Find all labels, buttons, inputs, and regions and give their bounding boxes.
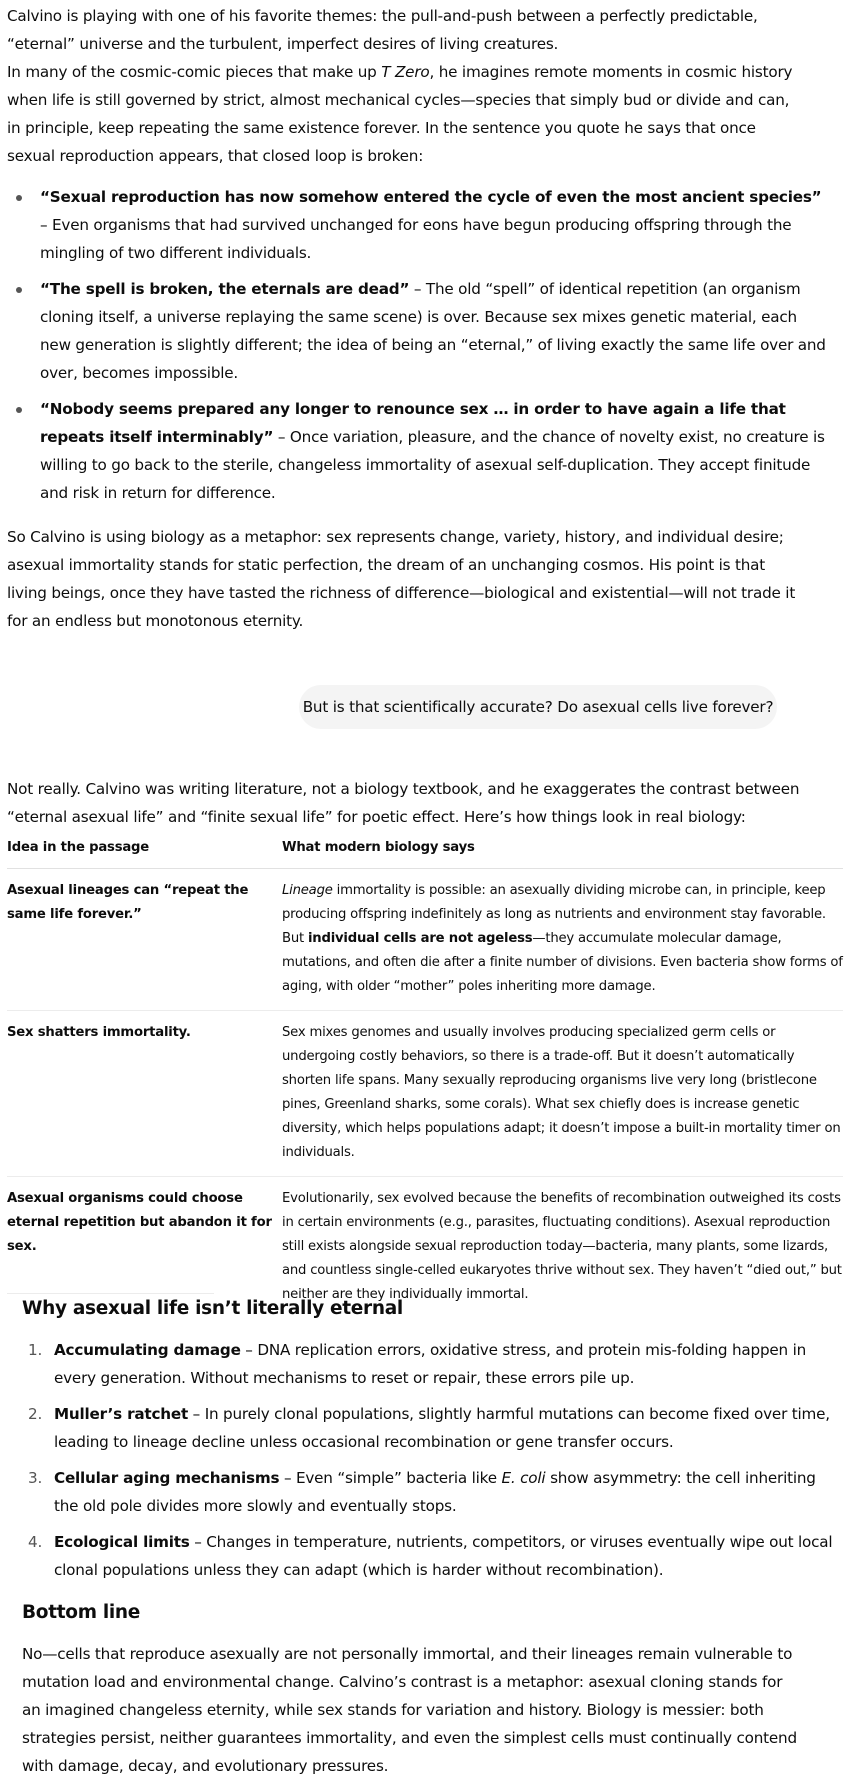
biology-text: —they accumulate molecular damage, mutations, and often die after a finite number of divisions. Even bacteria show forms of aging, with older “mother” poles inheriting more damage.: [282, 931, 843, 994]
section-heading-bottom-line: Bottom line: [22, 1602, 141, 1623]
reason-title: Ecological limits: [54, 1533, 190, 1551]
reason-item: [28, 1400, 844, 1456]
reason-text: – Changes in temperature, nutrients, competitors, or viruses eventually wipe out local clonal populations unless they can adapt (which is harder without recombination).: [54, 1533, 833, 1579]
emphasis-not-ageless: individual cells are not ageless: [307, 931, 533, 946]
biology-cell: Sex mixes genomes and usually involves producing specialized germ cells or undergoing costly behaviors, so there is a trade-off. But it doesn’t automatically shorten life spans. Many sexually reproducing organisms live very long (bristlecone pines, Greenland sharks, some corals). What sex chiefly does is increase genetic diversity, which helps populations adapt; it doesn’t impose a built-in mortality timer on individuals.: [282, 1011, 843, 1177]
quote-bullet-item: [40, 395, 830, 507]
comparison-table: [7, 830, 843, 1318]
quote-bullet-list: [0, 183, 830, 515]
reasons-list: [0, 1336, 844, 1592]
species-name-e-coli: E. coli: [501, 1469, 546, 1487]
summary-paragraph: So Calvino is using biology as a metaphor: sex represents change, variety, history, and individual desire; asexual immortality stands for static perfection, the dream of an unchanging cosmos. His point is that living beings, once they have tasted the richness of difference—biological and existential—will not trade it for an endless but monotonous eternity.: [7, 528, 796, 630]
reason-title: Cellular aging mechanisms: [54, 1469, 280, 1487]
answer-intro-paragraph: Not really. Calvino was writing literature, not a biology textbook, and he exaggerates the contrast between “eternal asexual life” and “finite sexual life” for poetic effect. Here’s how things look in real biology:: [7, 780, 800, 826]
quote-text: “The spell is broken, the eternals are dead”: [40, 280, 410, 298]
reason-title: Muller’s ratchet: [54, 1405, 189, 1423]
table-row: [7, 1011, 843, 1177]
reason-text: show asymmetry: the cell inheriting the old pole divides more slowly and eventually stops.: [54, 1469, 816, 1515]
biology-cell: Evolutionarily, sex evolved because the benefits of recombination outweighed its costs in certain environments (e.g., parasites, fluctuating conditions). Asexual reproduction still exists alongside sexual reproduction today—bacteria, many plants, some lizards, and countless single-celled eukaryotes thrive without sex. They haven’t “died out,” but neither are they individually immortal.: [282, 1191, 842, 1302]
quote-text: “Nobody seems prepared any longer to renounce sex … in order to have again a life that repeats itself interminably”: [40, 400, 786, 446]
reason-number: 2.: [28, 1405, 43, 1423]
biology-cell: [282, 869, 843, 1011]
table-bottom-divider: [7, 1293, 214, 1294]
table-row: [7, 1177, 843, 1319]
bullet-dot-icon: [16, 287, 22, 293]
reason-text: – Even “simple” bacteria like: [279, 1469, 502, 1487]
bottom-line-paragraph: No—cells that reproduce asexually are not personally immortal, and their lineages remain vulnerable to mutation load and environmental change. Calvino’s contrast is a metaphor: asexual cloning stands for an imagined changeless eternity, while sex stands for variation and history. Biology is messier: both strategies persist, neither guarantees immortality, and even the simplest cells must continually contend with damage, decay, and evolutionary pressures.: [22, 1645, 797, 1775]
reason-text: – In purely clonal populations, slightly harmful mutations can become fixed over time, leading to lineage decline unless occasional recombination or gene transfer occurs.: [54, 1405, 830, 1451]
intro-p2-before: In many of the cosmic-comic pieces that make up: [7, 63, 382, 81]
bullet-dot-icon: [16, 195, 22, 201]
quote-explanation: – Once variation, pleasure, and the chance of novelty exist, no creature is willing to go back to the sterile, changeless immortality of asexual self-duplication. They accept finitude and risk in return for difference.: [40, 428, 825, 502]
reason-text: – DNA replication errors, oxidative stress, and protein mis-folding happen in every generation. Without mechanisms to reset or repair, these errors pile up.: [54, 1341, 807, 1387]
reason-number: 3.: [28, 1469, 43, 1487]
bullet-dot-icon: [16, 407, 22, 413]
reason-number: 4.: [28, 1533, 43, 1551]
user-message-bubble: [299, 685, 777, 729]
idea-cell: Asexual lineages can “repeat the same life forever.”: [7, 869, 282, 1011]
table-header-row: [7, 830, 843, 869]
reason-item: [28, 1528, 844, 1584]
intro-p2-after: , he imagines remote moments in cosmic history when life is still governed by strict, almost mechanical cycles—species that simply bud or divide and can, in principle, keep repeating the same existence forever. In the sentence you quote he says that once sexual reproduction appears, that closed loop is broken:: [7, 63, 793, 165]
biology-text: immortality is possible: an asexually dividing microbe can, in principle, keep producing offspring indefinitely as long as nutrients and environment stay favorable. But: [282, 883, 826, 946]
reason-title: Accumulating damage: [54, 1341, 241, 1359]
user-message-text: But is that scientifically accurate? Do asexual cells live forever?: [302, 698, 774, 716]
quote-text: “Sexual reproduction has now somehow entered the cycle of even the most ancient species”: [40, 188, 822, 206]
intro-paragraph-1: Calvino is playing with one of his favorite themes: the pull-and-push between a perfectly predictable, “eternal” universe and the turbulent, imperfect desires of living creatures.: [7, 7, 758, 53]
quote-bullet-item: [40, 183, 830, 267]
reason-item: [28, 1464, 844, 1520]
quote-explanation: – The old “spell” of identical repetition (an organism cloning itself, a universe replaying the same scene) is over. Because sex mixes genetic material, each new generation is slightly different; the idea of being an “eternal,” of living exactly the same life over and over, becomes impossible.: [40, 280, 826, 382]
table-header-idea: Idea in the passage: [7, 830, 282, 869]
table-header-biology: What modern biology says: [282, 830, 843, 869]
quote-bullet-item: [40, 275, 830, 387]
quote-explanation: – Even organisms that had survived unchanged for eons have begun producing offspring through the mingling of two different individuals.: [40, 216, 792, 262]
idea-cell: Sex shatters immortality.: [7, 1011, 282, 1177]
reason-item: [28, 1336, 844, 1392]
book-title-t-zero: T Zero: [381, 63, 430, 81]
reason-number: 1.: [28, 1341, 43, 1359]
section-heading-why: Why asexual life isn’t literally eternal: [22, 1298, 403, 1319]
table-row: [7, 869, 843, 1011]
intro-paragraph-2: [7, 58, 807, 170]
idea-cell: Asexual organisms could choose eternal repetition but abandon it for sex.: [7, 1191, 272, 1254]
emphasis-lineage: Lineage: [282, 883, 333, 898]
